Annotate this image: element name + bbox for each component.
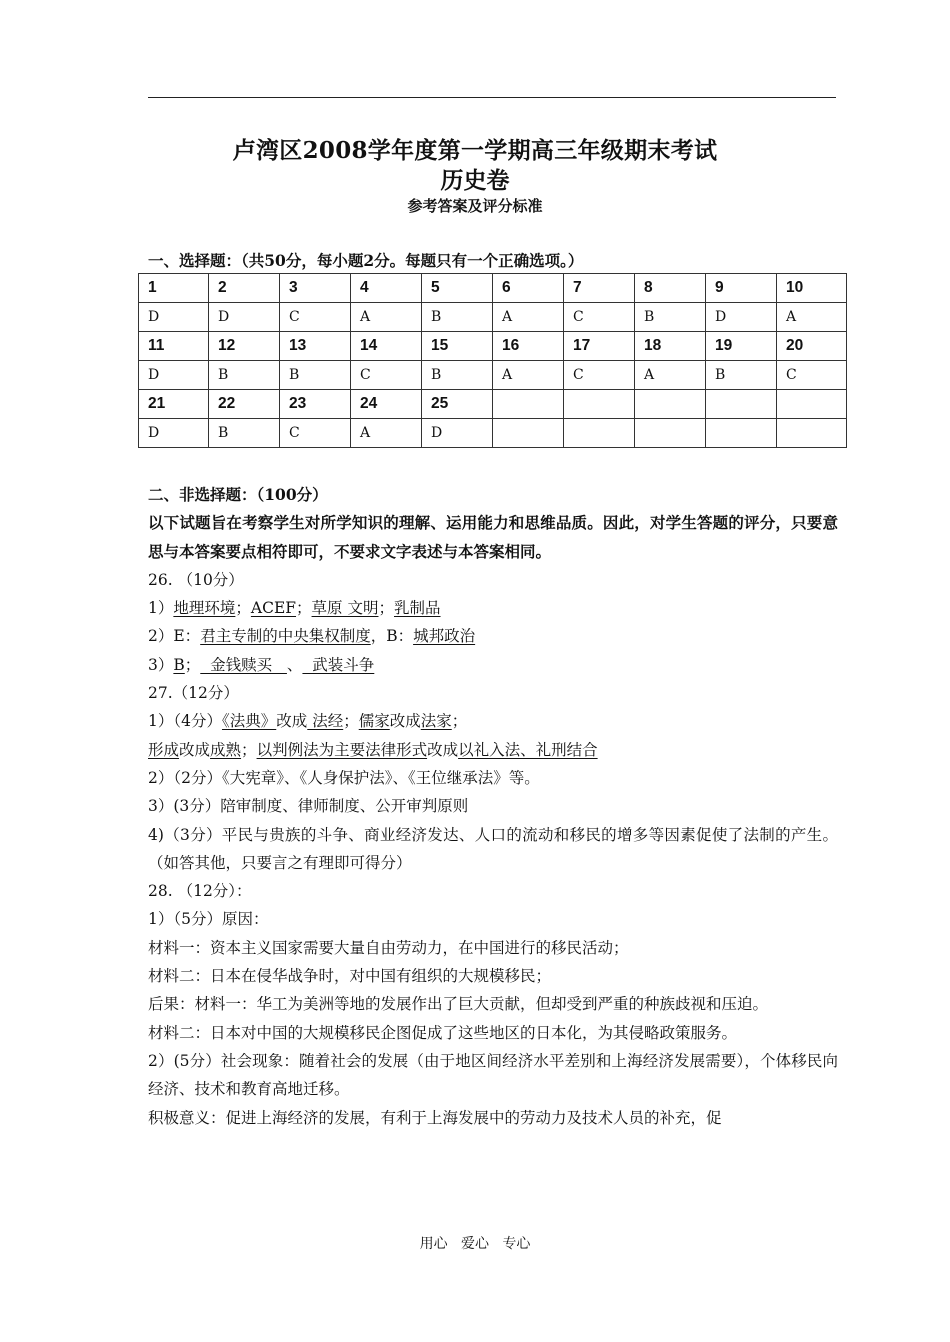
q26-answer-3: 3）B； 金钱赎买 、 武装斗争 — [148, 655, 375, 674]
answer-cell: C — [777, 361, 847, 390]
answer-cell: B — [209, 419, 280, 448]
question-number-cell: 18 — [635, 332, 706, 361]
question-number-row — [139, 332, 847, 361]
q28-material-2: 材料二：日本在侵华战争时，对中国有组织的大规模移民； — [148, 967, 552, 986]
question-number-cell — [635, 390, 706, 419]
answer-cell: B — [280, 361, 351, 390]
q27-answer-1: 1）（4分）《法典》改成 法经；儒家改成法家； — [148, 712, 468, 731]
answer-cell: C — [280, 303, 351, 332]
question-number-cell: 22 — [209, 390, 280, 419]
answer-cell: C — [280, 419, 351, 448]
section2 — [148, 481, 838, 1132]
q27-answer-1b: 形成改成成熟；以判例法为主要法律形式改成以礼入法、礼刑结合 — [148, 740, 598, 759]
answer-cell: C — [564, 361, 635, 390]
answer-cell: D — [139, 361, 209, 390]
answer-cell: A — [635, 361, 706, 390]
question-number-cell: 20 — [777, 332, 847, 361]
exam-subject: 历史卷 — [440, 167, 510, 194]
question-number-cell: 23 — [280, 390, 351, 419]
section2-heading: 二、非选择题：（100分） — [148, 485, 328, 504]
question-number-row — [139, 274, 847, 303]
exam-title: 卢湾区2008学年度第一学期高三年级期末考试 — [232, 137, 718, 164]
question-number-cell: 2 — [209, 274, 280, 303]
question-number-cell: 25 — [422, 390, 493, 419]
question-number-cell: 3 — [280, 274, 351, 303]
question-number-cell: 4 — [351, 274, 422, 303]
answer-cell: D — [139, 303, 209, 332]
answer-cell: A — [351, 303, 422, 332]
q27-answer-3: 3）(3分）陪审制度、律师制度、公开审判原则 — [148, 797, 469, 816]
q28-heading: 28. （12分）： — [148, 882, 252, 901]
question-number-cell: 14 — [351, 332, 422, 361]
question-number-cell — [493, 390, 564, 419]
q28-answer-3: 积极意义：促进上海经济的发展，有利于上海发展中的劳动力及技术人员的补充，促 — [148, 1108, 722, 1127]
q26-answer-1: 1）地理环境；ACEF；草原 文明；乳制品 — [148, 599, 441, 618]
q28-answer-1: 1）（5分）原因： — [148, 910, 269, 929]
question-number-cell — [564, 390, 635, 419]
question-number-cell: 8 — [635, 274, 706, 303]
q28-result-1: 后果：材料一：华工为美洲等地的发展作出了巨大贡献，但却受到严重的种族歧视和压迫。 — [148, 995, 769, 1014]
question-number-cell: 24 — [351, 390, 422, 419]
question-number-cell: 17 — [564, 332, 635, 361]
section1-heading: 一、选择题：（共50分，每小题2分。每题只有一个正确选项。） — [148, 251, 584, 270]
question-number-cell: 6 — [493, 274, 564, 303]
answer-cell: C — [564, 303, 635, 332]
answer-cell: B — [635, 303, 706, 332]
answer-cell — [777, 419, 847, 448]
exam-subtitle: 参考答案及评分标准 — [407, 197, 543, 215]
answer-row — [139, 361, 847, 390]
question-number-cell: 16 — [493, 332, 564, 361]
answer-cell: D — [422, 419, 493, 448]
q26-heading: 26. （10分） — [148, 570, 244, 589]
q28-material-1: 材料一：资本主义国家需要大量自由劳动力，在中国进行的移民活动； — [148, 938, 629, 957]
question-number-row — [139, 390, 847, 419]
question-number-cell: 19 — [706, 332, 777, 361]
q27-heading: 27.（12分） — [148, 684, 239, 703]
question-number-cell — [777, 390, 847, 419]
answer-cell: A — [777, 303, 847, 332]
answer-cell: D — [706, 303, 777, 332]
question-number-cell: 21 — [139, 390, 209, 419]
question-number-cell: 7 — [564, 274, 635, 303]
answer-cell: A — [351, 419, 422, 448]
answer-cell: B — [209, 361, 280, 390]
answer-cell: A — [493, 361, 564, 390]
question-number-cell — [706, 390, 777, 419]
answer-cell: B — [706, 361, 777, 390]
q28-answer-2: 2）(5分）社会现象：随着社会的发展（由于地区间经济水平差别和上海经济发展需要），个体移民向经济、技术和教育高地迁移。 — [148, 1051, 838, 1099]
question-number-cell: 9 — [706, 274, 777, 303]
question-number-cell: 1 — [139, 274, 209, 303]
answer-cell — [564, 419, 635, 448]
question-number-cell: 11 — [139, 332, 209, 361]
q27-answer-2: 2）（2分）《大宪章》、《人身保护法》、《王位继承法》等。 — [148, 768, 540, 787]
answer-cell — [635, 419, 706, 448]
q27-answer-4: 4)（3分）平民与贵族的斗争、商业经济发达、人口的流动和移民的增多等因素促使了法制的产生。（如答其他，只要言之有理即可得分） — [148, 825, 838, 872]
answer-table — [138, 273, 847, 448]
answer-cell — [706, 419, 777, 448]
question-number-cell: 13 — [280, 332, 351, 361]
q28-result-2: 材料二：日本对中国的大规模移民企图促成了这些地区的日本化，为其侵略政策服务。 — [148, 1023, 738, 1042]
header-rule — [148, 97, 836, 98]
answer-cell: C — [351, 361, 422, 390]
question-number-cell: 12 — [209, 332, 280, 361]
question-number-cell: 10 — [777, 274, 847, 303]
question-number-cell: 5 — [422, 274, 493, 303]
q26-answer-2: 2）E：君主专制的中央集权制度，B：城邦政治 — [148, 627, 476, 646]
question-number-cell: 15 — [422, 332, 493, 361]
section2-intro: 以下试题旨在考察学生对所学知识的理解、运用能力和思维品质。因此，对学生答题的评分，只要意思与本答案要点相符即可，不要求文字表述与本答案相同。 — [148, 513, 838, 561]
answer-cell: B — [422, 303, 493, 332]
answer-row — [139, 419, 847, 448]
answer-cell: A — [493, 303, 564, 332]
answer-row — [139, 303, 847, 332]
answer-cell: D — [139, 419, 209, 448]
page-footer: 用心 爱心 专心 — [419, 1236, 531, 1252]
answer-cell: B — [422, 361, 493, 390]
answer-cell: D — [209, 303, 280, 332]
answer-cell — [493, 419, 564, 448]
